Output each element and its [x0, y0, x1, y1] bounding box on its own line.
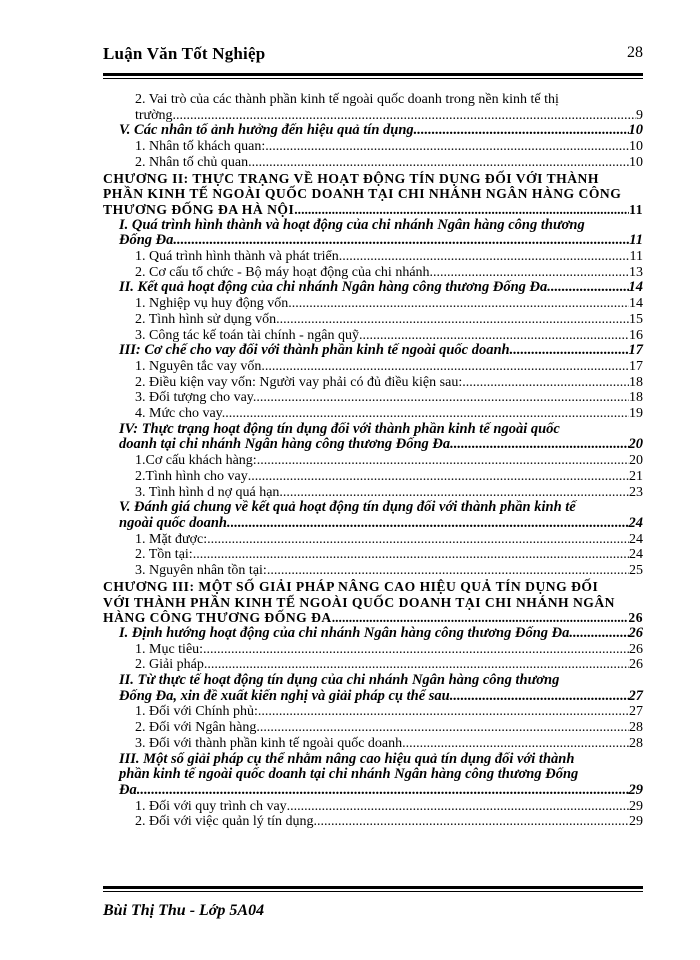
- toc-leader-dots: [294, 202, 629, 218]
- footer-rule-thin: [103, 891, 643, 892]
- toc-entry: [103, 736, 643, 752]
- toc-page-number: 20: [628, 436, 643, 453]
- toc-entry: [103, 390, 643, 406]
- toc-leader-dots: [176, 108, 636, 124]
- toc-entry-text: V. Các nhân tố ảnh hưởng đến hiệu quả tín dụng.: [119, 122, 418, 139]
- toc-entry: [103, 265, 643, 281]
- toc-entry: [103, 312, 643, 328]
- toc-page-number: 17: [629, 358, 643, 374]
- toc-leader-dots: [252, 155, 629, 171]
- toc-entry: [103, 92, 643, 123]
- toc-entry-text: V. Đánh giá chung về kết quả hoạt động tín dụng đối với thành phần kinh tế: [119, 499, 576, 516]
- toc-page-number: 24: [629, 547, 643, 563]
- toc-page-number: 19: [629, 406, 643, 422]
- toc-leader-dots: [513, 343, 628, 359]
- toc-leader-dots: [402, 736, 629, 752]
- toc-entry-text: ngoài quốc doanh.: [119, 514, 231, 531]
- toc-entry-text: 1. Mục tiêu:: [135, 641, 204, 657]
- toc-leader-dots: [177, 233, 629, 249]
- toc-entry-text: 2.Tình hình cho vay: [135, 468, 248, 484]
- toc-entry-text: 3. Đối tượng cho vay.: [135, 390, 257, 406]
- toc-entry-text: 2. Giải pháp: [135, 657, 204, 673]
- toc-entry-text: 2. Tồn tại:: [135, 547, 193, 563]
- toc-entry: [103, 799, 643, 815]
- toc-leader-dots: [258, 704, 629, 720]
- toc-page-number: 10: [629, 154, 643, 170]
- toc-entry: [103, 171, 643, 218]
- toc-entry-text: 1. Quá trình hình thành và phát triển.: [135, 249, 343, 265]
- document-title: Luận Văn Tốt Nghiệp: [103, 44, 266, 63]
- toc-leader-dots: [359, 328, 629, 344]
- toc-entry: [103, 563, 643, 579]
- toc-entry-text: 2. Đối với Ngân hàng.: [135, 720, 260, 736]
- toc-entry-text: 2. Nhân tố chủ quan.: [135, 154, 252, 170]
- toc-page-number: 26: [628, 610, 643, 626]
- toc-leader-dots: [292, 296, 629, 312]
- toc-entry-text: 2. Tình hình sử dụng vốn.: [135, 311, 280, 327]
- toc-page-number: 27: [628, 687, 643, 704]
- toc-entry-text: Đống Đa.: [119, 232, 178, 249]
- toc-leader-dots: [265, 359, 629, 375]
- toc-entry-text: I. Định hướng hoạt động của chi nhánh Ngân hàng công thương Đống Đa: [119, 624, 570, 641]
- toc-entry-text: 1. Nguyên tắc vay vốn.: [135, 358, 265, 374]
- toc-page-number: 29: [628, 781, 643, 798]
- toc-entry: [103, 720, 643, 736]
- toc-entry-text: 1. Đối với quy trình ch vay: [135, 798, 287, 814]
- page-header: [103, 40, 643, 68]
- toc-entry-text: III: Cơ chế cho vay đối với thành phần kinh tế ngoài quốc doanh.: [119, 342, 514, 359]
- toc-page-number: 15: [629, 311, 643, 327]
- toc-leader-dots: [207, 532, 629, 548]
- toc-leader-dots: [137, 783, 629, 799]
- toc-leader-dots: [430, 265, 629, 281]
- toc-leader-dots: [462, 375, 629, 391]
- toc-entry: [103, 469, 643, 485]
- toc-leader-dots: [342, 249, 629, 265]
- toc-page-number: 28: [629, 720, 643, 736]
- toc-leader-dots: [260, 720, 629, 736]
- toc-entry-text: III. Một số giải pháp cụ thể nhằm nâng cao hiệu quả tín dụng đối với thành: [119, 750, 575, 767]
- toc-entry: [103, 579, 643, 626]
- toc-entry-text: Đa: [119, 781, 137, 798]
- toc-page-number: 28: [629, 735, 643, 751]
- toc-entry: [103, 280, 643, 296]
- toc-leader-dots: [280, 312, 629, 328]
- toc-entry: [103, 642, 643, 658]
- toc-entry: [103, 359, 643, 375]
- toc-entry-text: doanh tại chi nhánh Ngân hàng công thương Đống Đa: [119, 436, 451, 453]
- toc-entry-text: CHƯƠNG III: MỘT SỐ GIẢI PHÁP NÂNG CAO HIỆU QUẢ TÍN DỤNG ĐỐI: [103, 578, 599, 594]
- toc-entry-text: 1. Nghiệp vụ huy động vốn.: [135, 296, 292, 312]
- toc-leader-dots: [248, 469, 629, 485]
- toc-leader-dots: [317, 814, 629, 830]
- toc-leader-dots: [279, 485, 629, 501]
- footer-rule-thick: [103, 886, 643, 889]
- toc-page-number: 24: [629, 531, 643, 547]
- toc-entry: [103, 532, 643, 548]
- toc-leader-dots: [450, 437, 628, 453]
- toc-page-number: 21: [629, 468, 643, 484]
- toc-entry: [103, 249, 643, 265]
- toc-page-number: 29: [629, 814, 643, 830]
- toc-page-number: 14: [629, 296, 643, 312]
- toc-entry: [103, 673, 643, 704]
- toc-page-number: 29: [629, 798, 643, 814]
- toc-entry-text: 1.Cơ cấu khách hàng:: [135, 453, 257, 469]
- toc-entry-text: THƯƠNG ĐỐNG ĐA HÀ NỘI: [103, 201, 295, 217]
- toc-entry: [103, 123, 643, 139]
- header-rule-thick: [103, 73, 643, 76]
- toc-entry-text: II. Từ thực tế hoạt động tín dụng của chi nhánh Ngân hàng công thương: [119, 672, 560, 689]
- page-number: 28: [627, 44, 643, 61]
- toc-leader-dots: [267, 563, 629, 579]
- toc-entry-text: 3. Tình hình d nợ quá hạn: [135, 484, 280, 500]
- toc-page-number: 18: [629, 374, 643, 390]
- toc-leader-dots: [231, 516, 629, 532]
- toc-leader-dots: [257, 453, 629, 469]
- toc-page-number: 20: [629, 453, 643, 469]
- toc-entry-text: I. Quá trình hình thành và hoạt động của chi nhánh Ngân hàng công thương: [119, 216, 585, 233]
- toc-entry-text: 1. Đối với Chính phủ:: [135, 704, 258, 720]
- toc-entry: [103, 500, 643, 531]
- toc-page-number: 26: [629, 641, 643, 657]
- toc-leader-dots: [203, 642, 629, 658]
- toc-entry-text: 1. Mặt được:: [135, 531, 208, 547]
- toc-page-number: 17: [628, 342, 643, 359]
- toc-page-number: 11: [629, 201, 643, 217]
- toc-entry-text: 1. Nhân tố khách quan:: [135, 139, 266, 155]
- toc-entry: [103, 406, 643, 422]
- toc-entry-text: Đống Đa, xin đề xuất kiến nghị và giải pháp cụ thể sau.: [119, 687, 454, 704]
- toc-entry-text: PHẦN KINH TẾ NGOÀI QUỐC DOANH TẠI CHI NHÁNH NGÂN HÀNG CÔNG: [103, 186, 622, 202]
- toc-entry: [103, 375, 643, 391]
- toc-entry: [103, 626, 643, 642]
- toc-leader-dots: [453, 689, 628, 705]
- toc-leader-dots: [193, 547, 629, 563]
- toc-page-number: 13: [629, 264, 643, 280]
- toc-entry-text: 2. Vai trò của các thành phần kinh tế ngoài quốc doanh trong nền kinh tế thị: [135, 92, 559, 107]
- toc-leader-dots: [256, 390, 629, 406]
- toc-entry: [103, 657, 643, 673]
- toc-page-number: 27: [629, 704, 643, 720]
- toc-entry-text: CHƯƠNG II: THỰC TRẠNG VỀ HOẠT ĐỘNG TÍN DỤNG ĐỐI VỚI THÀNH: [103, 170, 599, 186]
- toc-entry-text: II. Kết quả hoạt động của chi nhánh Ngân hàng công thương Đống Đa: [119, 279, 548, 296]
- toc-entry-text: 2. Cơ cấu tổ chức - Bộ máy hoạt động của chi nhánh: [135, 264, 430, 280]
- toc-page-number: 16: [629, 327, 643, 343]
- toc-entry-text: VỚI THÀNH PHẦN KINH TẾ NGOÀI QUỐC DOANH TẠI CHI NHÁNH NGÂN: [103, 594, 616, 610]
- toc-page-number: 11: [629, 249, 643, 265]
- toc-page-number: 11: [629, 232, 643, 249]
- toc-page-number: 14: [628, 279, 643, 296]
- toc-entry: [103, 704, 643, 720]
- header-rule-thin: [103, 78, 643, 79]
- toc-leader-dots: [265, 139, 629, 155]
- toc-page-number: 26: [628, 624, 643, 641]
- toc-entry-text: IV: Thực trạng hoạt động tín dụng đối với thành phần kinh tế ngoài quốc: [119, 420, 560, 437]
- toc-page-number: 10: [629, 139, 643, 155]
- toc-entry: [103, 814, 643, 830]
- toc-entry: [103, 155, 643, 171]
- toc-entry-text: HÀNG CÔNG THƯƠNG ĐỐNG ĐA: [103, 610, 332, 626]
- toc-leader-dots: [417, 123, 628, 139]
- toc-entry: [103, 547, 643, 563]
- toc-entry: [103, 218, 643, 249]
- toc-entry: [103, 328, 643, 344]
- toc-entry-text: 3. Nguyên nhân tồn tại:: [135, 563, 267, 579]
- toc-entry-text: 3. Đối với thành phần kinh tế ngoài quốc doanh: [135, 735, 403, 751]
- toc-leader-dots: [225, 406, 629, 422]
- toc-entry-text: 4. Mức cho vay.: [135, 406, 226, 422]
- toc-entry-text: 2. Đối với việc quản lý tín dụng.: [135, 814, 317, 830]
- toc-entry-text: 2. Điều kiện vay vốn: Người vay phải có đủ điều kiện sau:: [135, 374, 463, 390]
- toc-leader-dots: [547, 280, 628, 296]
- toc-entry-text: 3. Công tác kế toán tài chính - ngân quỹ: [135, 327, 359, 343]
- table-of-contents: [103, 92, 643, 830]
- toc-entry-text: trường.: [135, 107, 177, 123]
- toc-leader-dots: [569, 626, 628, 642]
- toc-entry: [103, 343, 643, 359]
- toc-page-number: 25: [629, 563, 643, 579]
- toc-entry: [103, 752, 643, 799]
- toc-page-number: 18: [629, 390, 643, 406]
- toc-page-number: 10: [628, 122, 643, 139]
- toc-entry: [103, 139, 643, 155]
- toc-leader-dots: [332, 610, 629, 626]
- toc-entry: [103, 485, 643, 501]
- toc-page-number: 26: [629, 657, 643, 673]
- toc-page-number: 24: [628, 514, 643, 531]
- toc-entry-text: phần kinh tế ngoài quốc doanh tại chi nhánh Ngân hàng công thương Đống: [119, 766, 579, 783]
- toc-leader-dots: [287, 799, 629, 815]
- toc-page-number: 23: [629, 484, 643, 500]
- toc-leader-dots: [204, 657, 629, 673]
- toc-entry: [103, 422, 643, 453]
- toc-page-number: 9: [636, 107, 643, 123]
- toc-entry: [103, 296, 643, 312]
- toc-entry: [103, 453, 643, 469]
- page-footer: Bùi Thị Thu - Lớp 5A04: [103, 902, 265, 919]
